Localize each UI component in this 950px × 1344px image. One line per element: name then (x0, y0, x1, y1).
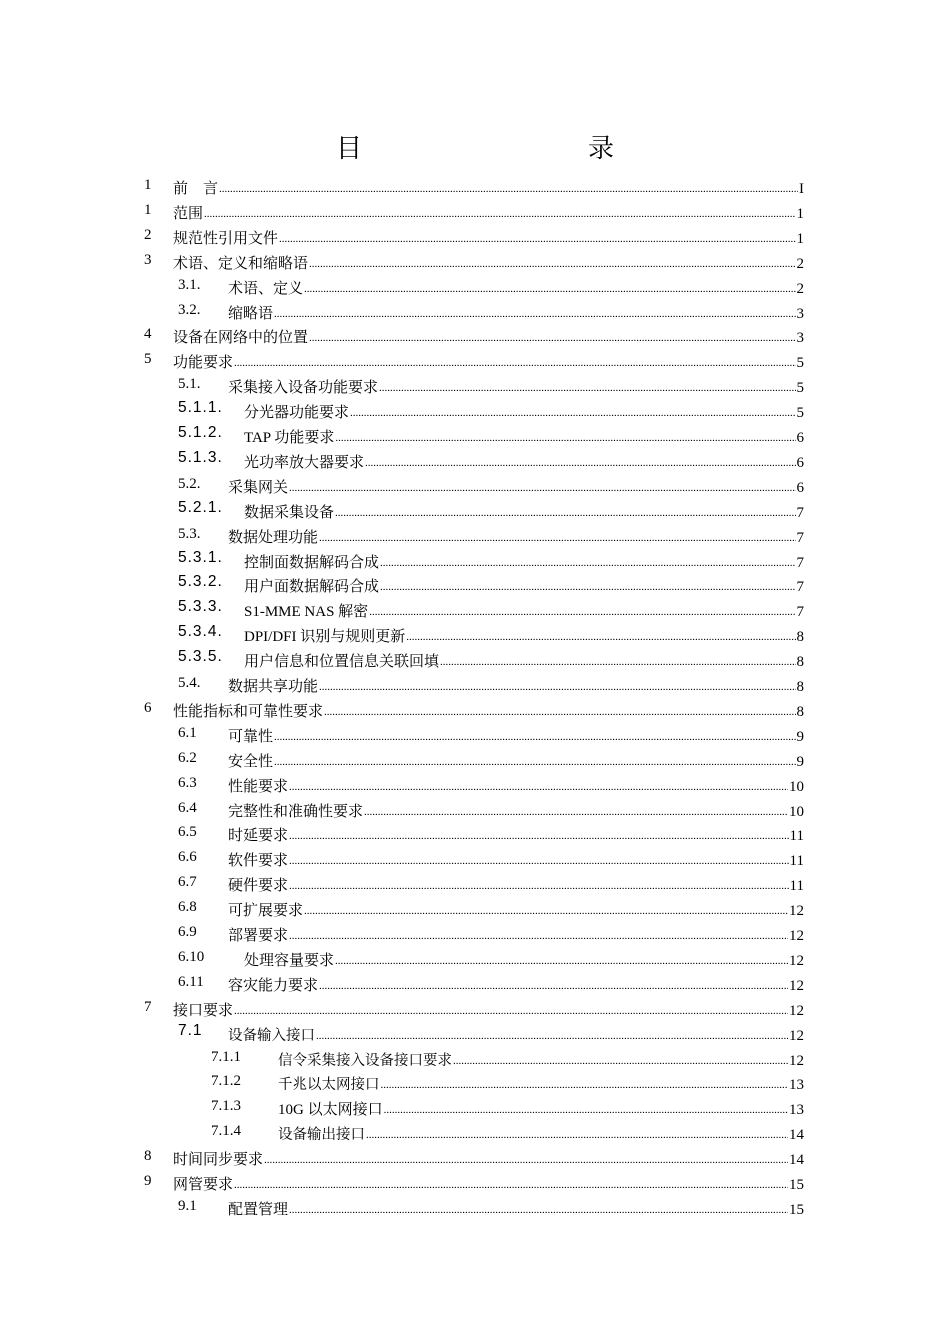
toc-entry-number: 7.1.2 (211, 1073, 241, 1090)
toc-entry-label: 数据采集设备 (244, 504, 335, 521)
toc-entry-line (244, 575, 804, 596)
toc-entry-line (228, 675, 804, 696)
toc-entry-number: 5.3.3. (178, 598, 223, 616)
toc-leader-dots (274, 731, 795, 743)
toc-entry[interactable] (0, 971, 950, 996)
toc-leader-dots (234, 1005, 788, 1017)
toc-leader-dots (309, 258, 795, 270)
toc-entry-page: 7 (796, 554, 804, 571)
toc-entry-line (228, 924, 804, 945)
toc-entry[interactable] (0, 597, 950, 622)
toc-leader-dots (274, 756, 795, 768)
toc-entry-page: 7 (796, 579, 804, 596)
toc-leader-dots (289, 1204, 788, 1216)
toc-entry[interactable] (0, 299, 950, 324)
toc-entry-number: 5.1.2. (178, 424, 223, 441)
toc-entry[interactable] (0, 821, 950, 846)
toc-entry[interactable] (0, 448, 950, 473)
toc-entry[interactable] (0, 473, 950, 498)
toc-entry[interactable] (0, 846, 950, 871)
toc-entry[interactable] (0, 572, 950, 597)
toc-leader-dots (369, 606, 795, 618)
toc-entry[interactable] (0, 1070, 950, 1095)
toc-entry-line (228, 800, 804, 821)
toc-entry-line (278, 1098, 804, 1119)
toc-entry-line (228, 874, 804, 895)
toc-entry-page: 7 (796, 604, 804, 621)
toc-entry-label: 性能指标和可靠性要求 (173, 703, 324, 720)
toc-leader-dots (219, 183, 798, 195)
toc-entry-label: TAP 功能要求 (244, 430, 335, 446)
toc-entry-label: 时延要求 (228, 828, 289, 845)
toc-entry-number: 6.10 (178, 948, 205, 965)
toc-entry-line (228, 899, 804, 920)
toc-entry-page: 13 (789, 1102, 804, 1119)
toc-entry-label: 控制面数据解码合成 (244, 554, 380, 571)
toc-entry-page: 2 (796, 280, 804, 297)
toc-leader-dots (319, 532, 795, 544)
toc-leader-dots (304, 905, 788, 917)
toc-entry-page: 7 (796, 529, 804, 546)
toc-entry[interactable] (0, 946, 950, 971)
toc-entry[interactable] (0, 722, 950, 747)
toc-entry-label: 安全性 (228, 753, 274, 770)
toc-entry[interactable] (0, 672, 950, 697)
toc-entry-line (173, 252, 804, 273)
toc-entry-line (173, 700, 804, 721)
toc-entry-label: 可靠性 (228, 728, 274, 745)
toc-leader-dots (335, 507, 795, 519)
toc-entry-label: 信令采集接入设备接口要求 (278, 1052, 452, 1069)
toc-entry-label: 10G 以太网接口 (278, 1102, 383, 1119)
toc-entry-line (173, 227, 804, 248)
toc-leader-dots (234, 357, 795, 369)
toc-entry-line (244, 551, 804, 572)
toc-entry[interactable] (0, 174, 950, 199)
toc-entry-page: 8 (796, 703, 804, 720)
toc-entry-label: 网管要求 (173, 1177, 234, 1193)
toc-entry-line (278, 1073, 804, 1094)
toc-entry-number: 6.8 (178, 899, 197, 916)
toc-entry-number: 7.1.3 (211, 1098, 241, 1115)
toc-entry-page: 12 (789, 1027, 804, 1044)
toc-entry-number: 7.1.1 (211, 1048, 241, 1065)
toc-entry-line (228, 974, 804, 995)
toc-entry-page: 10 (789, 803, 804, 820)
toc-entry[interactable] (0, 1046, 950, 1071)
toc-entry-label: 硬件要求 (228, 878, 289, 895)
toc-entry-line (244, 451, 804, 472)
toc-entry-number: 6.7 (178, 874, 197, 891)
toc-entry-page: 7 (796, 504, 804, 521)
toc-entry-number: 5.3.1. (178, 548, 223, 566)
toc-entry-label: 采集接入设备功能要求 (228, 380, 379, 397)
toc-entry[interactable] (0, 323, 950, 348)
toc-entry-line (173, 351, 804, 372)
toc-entry-page: 5 (796, 380, 804, 397)
toc-entry-line (244, 501, 804, 522)
toc-entry[interactable] (0, 647, 950, 672)
toc-entry-page: 3 (796, 330, 804, 347)
toc-entry-line (244, 650, 804, 671)
toc-entry-label: 范围 (173, 205, 204, 222)
toc-entry-page: 12 (789, 977, 804, 994)
toc-entry-label: 设备输入接口 (228, 1027, 315, 1044)
toc-entry-number: 8 (144, 1148, 152, 1165)
toc-entry-page: 10 (789, 778, 804, 795)
toc-entry-page: 13 (789, 1077, 804, 1094)
toc-leader-dots (316, 1030, 788, 1042)
toc-entry-label: 配置管理 (228, 1201, 289, 1218)
toc-entry-page: I (799, 181, 804, 197)
toc-entry[interactable] (0, 622, 950, 647)
toc-entry-page: 12 (789, 952, 804, 969)
toc-entry[interactable] (0, 996, 950, 1021)
toc-entry-line (173, 999, 804, 1020)
toc-leader-dots (453, 1055, 788, 1067)
toc-entry-line (278, 1123, 804, 1144)
toc-entry-page: 9 (796, 753, 804, 770)
toc-entry[interactable] (0, 423, 950, 448)
toc-entry-page: 5 (796, 405, 804, 422)
toc-entry-page: 11 (789, 828, 804, 845)
toc-entry-label: DPI/DFI 识别与规则更新 (244, 629, 406, 646)
toc-entry-label: 功能要求 (173, 355, 234, 372)
toc-entry[interactable] (0, 548, 950, 573)
toc-entry-label: 采集网关 (228, 479, 289, 496)
toc-leader-dots (406, 631, 795, 643)
toc-leader-dots (289, 855, 789, 867)
toc-entry-page: 11 (789, 853, 804, 870)
toc-entry[interactable] (0, 871, 950, 896)
toc-entry-label: 规范性引用文件 (173, 230, 279, 247)
toc-entry-line (228, 725, 804, 746)
toc-entry-number: 3.2. (178, 301, 201, 318)
toc-leader-dots (380, 581, 795, 593)
toc-entry-number: 6.5 (178, 824, 197, 841)
toc-entry-number: 5.2.1. (178, 498, 223, 516)
toc-leader-dots (289, 830, 789, 842)
toc-leader-dots (381, 1079, 789, 1091)
toc-entry-page: 6 (796, 479, 804, 496)
toc-title: 目 录 (335, 134, 672, 164)
toc-entry-page: 6 (796, 454, 804, 471)
toc-entry-label: 数据处理功能 (228, 529, 319, 546)
toc-entry-page: 2 (796, 255, 804, 272)
toc-leader-dots (335, 432, 795, 444)
toc-entry-label: 缩略语 (228, 305, 274, 322)
toc-entry-number: 5.3. (178, 525, 201, 542)
toc-entry-number: 6 (144, 699, 152, 716)
toc-entry-line (173, 202, 804, 223)
toc-entry-number: 6.6 (178, 849, 197, 866)
toc-leader-dots (304, 283, 795, 295)
toc-entry[interactable] (0, 1170, 950, 1195)
toc-entry[interactable] (0, 523, 950, 548)
toc-entry-label: 数据共享功能 (228, 679, 319, 695)
toc-leader-dots (289, 482, 795, 494)
toc-entry-line (244, 625, 804, 646)
toc-entry-label: S1-MME NAS 解密 (244, 604, 369, 621)
toc-entry-page: 9 (796, 728, 804, 745)
toc-entry-line (244, 401, 804, 422)
toc-entry-number: 6.1 (178, 724, 197, 741)
toc-entry-number: 5.3.4. (178, 623, 223, 641)
toc-entry[interactable] (0, 373, 950, 398)
toc-entry-line (244, 600, 804, 621)
toc-entry-line (173, 177, 804, 198)
toc-entry-number: 7.1.4 (211, 1123, 241, 1140)
toc-leader-dots (366, 1129, 788, 1141)
toc-entry-number: 4 (144, 326, 152, 343)
toc-entry-page: 8 (796, 679, 804, 695)
toc-entry[interactable] (0, 1145, 950, 1170)
toc-entry-number: 3 (144, 251, 152, 268)
toc-entry-page: 11 (789, 878, 804, 895)
toc-entry-number: 7.1 (178, 1021, 203, 1039)
toc-entry-page: 6 (796, 430, 804, 446)
toc-entry-label: 千兆以太网接口 (278, 1077, 380, 1094)
toc-entry[interactable] (0, 348, 950, 373)
toc-leader-dots (264, 1154, 788, 1166)
toc-leader-dots (289, 930, 788, 942)
toc-entry-number: 2 (144, 226, 152, 243)
toc-leader-dots (384, 1104, 788, 1116)
toc-leader-dots (350, 407, 795, 419)
toc-entry-page: 3 (796, 305, 804, 322)
toc-entry-line (228, 277, 804, 298)
toc-entry-label: 接口要求 (173, 1002, 234, 1019)
toc-entry-label: 部署要求 (228, 928, 289, 944)
toc-entry-page: 15 (789, 1177, 804, 1193)
toc-entry-line (173, 326, 804, 347)
toc-entry-label: 性能要求 (228, 778, 289, 795)
toc-entry-number: 6.3 (178, 774, 197, 791)
toc-entry-label: 软件要求 (228, 853, 289, 870)
toc-entry-page: 12 (789, 1052, 804, 1069)
toc-entry-number: 6.11 (178, 973, 204, 990)
toc-entry-number: 1 (144, 177, 152, 193)
toc-entry-line (228, 1198, 804, 1219)
toc-entry-page: 8 (796, 629, 804, 646)
toc-entry-number: 5.3.2. (178, 573, 223, 591)
toc-entry-page: 14 (789, 1152, 804, 1169)
toc-leader-dots (274, 308, 795, 320)
toc-entry[interactable] (0, 199, 950, 224)
toc-entry-number: 5 (144, 351, 152, 368)
toc-leader-dots (234, 1179, 788, 1191)
toc-entry-label: 术语、定义和缩略语 (173, 255, 309, 272)
toc-leader-dots (319, 681, 795, 693)
toc-entry-line (173, 1173, 804, 1194)
toc-entry-number: 5.2. (178, 475, 201, 492)
toc-entry-number: 9 (144, 1173, 152, 1189)
toc-entry[interactable] (0, 697, 950, 722)
toc-entry-page: 12 (789, 1002, 804, 1019)
toc-entry-label: 完整性和准确性要求 (228, 803, 364, 820)
toc-entry-page: 15 (789, 1201, 804, 1218)
toc-leader-dots (380, 557, 795, 569)
toc-entry-label: 设备输出接口 (278, 1127, 365, 1144)
toc-entry-line (228, 775, 804, 796)
toc-entry-label: 时间同步要求 (173, 1152, 264, 1169)
toc-entry-number: 5.1.3. (178, 448, 223, 466)
toc-entry-page: 8 (796, 654, 804, 671)
toc-entry-number: 5.4. (178, 675, 201, 691)
toc-entry-page: 14 (789, 1127, 804, 1144)
toc-entry-line (228, 302, 804, 323)
toc-entry-number: 5.1.1. (178, 399, 223, 417)
toc-entry-number: 1 (144, 201, 152, 218)
toc-entry[interactable] (0, 274, 950, 299)
toc-entry-page: 1 (796, 205, 804, 222)
toc-entry-line (228, 824, 804, 845)
toc-entry-line (228, 1024, 804, 1045)
toc-leader-dots (379, 382, 795, 394)
toc-entry-label: 用户面数据解码合成 (244, 579, 380, 596)
toc-entry-line (228, 849, 804, 870)
toc-entry[interactable] (0, 797, 950, 822)
toc-entry-page: 5 (796, 355, 804, 372)
toc-leader-dots (289, 880, 789, 892)
toc-entry-number: 6.4 (178, 799, 197, 816)
toc-entry[interactable] (0, 498, 950, 523)
toc-entry-label: 用户信息和位置信息关联回填 (244, 654, 440, 671)
toc-entry[interactable] (0, 896, 950, 921)
toc-entry[interactable] (0, 249, 950, 274)
toc-entry-label: 术语、定义 (228, 280, 304, 297)
toc-entry-label: 分光器功能要求 (244, 405, 350, 422)
toc-entry-number: 6.2 (178, 749, 197, 766)
toc-entry-label: 前 言 (173, 181, 219, 197)
toc-entry[interactable] (0, 747, 950, 772)
toc-leader-dots (324, 706, 795, 718)
toc-entry[interactable] (0, 1021, 950, 1046)
toc-entry-line (228, 476, 804, 497)
toc-entry-line (228, 376, 804, 397)
toc-entry-number: 5.1. (178, 376, 201, 393)
toc-entry-label: 设备在网络中的位置 (173, 330, 309, 347)
toc-entry[interactable] (0, 1095, 950, 1120)
toc-entry[interactable] (0, 398, 950, 423)
toc-leader-dots (364, 806, 788, 818)
toc-entry-line (228, 526, 804, 547)
toc-leader-dots (204, 208, 795, 220)
toc-entry-page: 1 (796, 230, 804, 247)
toc-entry-line (173, 1148, 804, 1169)
toc-entry-label: 容灾能力要求 (228, 977, 319, 994)
toc-entry-line (228, 750, 804, 771)
toc-leader-dots (365, 457, 795, 469)
toc-entry[interactable] (0, 1120, 950, 1145)
toc-leader-dots (279, 233, 795, 245)
toc-entry[interactable] (0, 772, 950, 797)
toc-entry[interactable] (0, 921, 950, 946)
toc-entry-line (278, 1049, 804, 1070)
toc-entry-line (244, 426, 804, 447)
toc-leader-dots (309, 332, 795, 344)
toc-entry-line (244, 949, 804, 970)
toc-entry-page: 12 (789, 928, 804, 944)
toc-entry-number: 3.1. (178, 276, 201, 293)
toc-entry[interactable] (0, 1195, 950, 1220)
toc-entry-label: 可扩展要求 (228, 903, 304, 920)
toc-leader-dots (335, 955, 788, 967)
toc-entry-label: 处理容量要求 (244, 952, 335, 969)
toc-entry-number: 9.1 (178, 1197, 197, 1214)
toc-leader-dots (440, 656, 795, 668)
toc-entry-number: 7 (144, 998, 152, 1015)
toc-leader-dots (289, 781, 788, 793)
toc-leader-dots (319, 980, 788, 992)
toc-entry[interactable] (0, 224, 950, 249)
toc-entry-number: 5.3.5. (178, 648, 223, 666)
toc-entry-label: 光功率放大器要求 (244, 454, 365, 471)
toc-entry-number: 6.9 (178, 924, 197, 940)
toc-entry-page: 12 (789, 903, 804, 920)
